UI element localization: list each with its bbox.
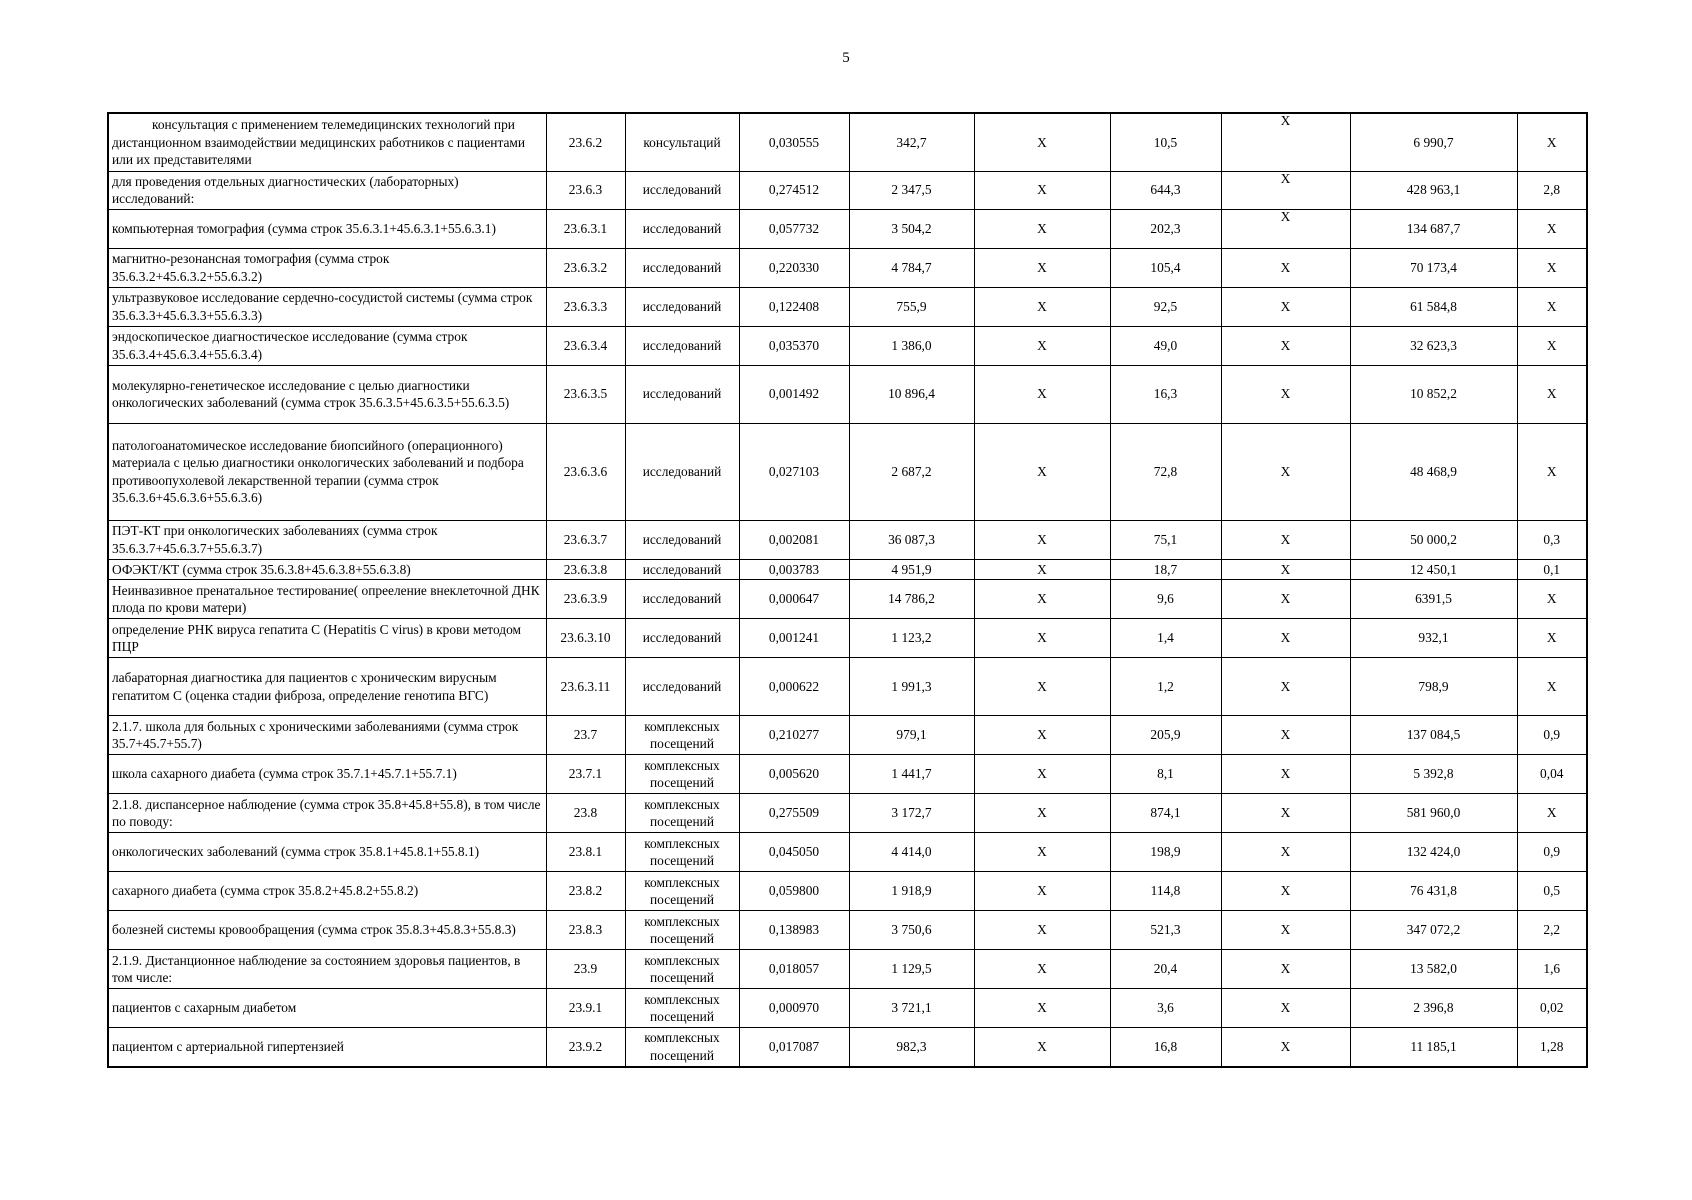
row-col7: 644,3 [1110,171,1221,209]
row-col8: X [1221,248,1350,287]
row-name: ОФЭКТ/КТ (сумма строк 35.6.3.8+45.6.3.8+55.6.3.8) [108,559,546,580]
row-norm: 0,059800 [739,872,849,911]
table-row [108,287,1587,326]
row-col10: 0,5 [1517,872,1587,911]
row-col10: X [1517,658,1587,716]
row-unit: исследований [625,209,739,248]
row-col6: X [974,113,1110,171]
row-cost: 3 504,2 [849,209,974,248]
row-col8: X [1221,209,1350,248]
row-cost: 2 687,2 [849,423,974,520]
row-col10: 0,3 [1517,520,1587,559]
row-col9: 428 963,1 [1350,171,1517,209]
row-col8: X [1221,989,1350,1028]
row-col7: 16,8 [1110,1028,1221,1067]
row-col9: 61 584,8 [1350,287,1517,326]
table-row [108,989,1587,1028]
row-col7: 8,1 [1110,755,1221,794]
row-col8: X [1221,911,1350,950]
row-norm: 0,017087 [739,1028,849,1067]
row-unit: исследований [625,520,739,559]
row-unit: комплексных посещений [625,755,739,794]
row-name: 2.1.8. диспансерное наблюдение (сумма строк 35.8+45.8+55.8), в том числе по поводу: [108,794,546,833]
row-name: патологоанатомическое исследование биопсийного (операционного) материала с целью диагностики онкологических заболеваний и подбора противоопухолевой лекарственной терапии (сумма строк 35.6.3.6+45.6.3.6+55.6.3.6) [108,423,546,520]
data-table [107,112,1588,1068]
row-col8: X [1221,794,1350,833]
row-col7: 198,9 [1110,833,1221,872]
row-col10: 1,6 [1517,950,1587,989]
row-cost: 1 129,5 [849,950,974,989]
row-norm: 0,027103 [739,423,849,520]
row-unit: исследований [625,326,739,365]
row-cost: 14 786,2 [849,580,974,619]
row-cost: 1 918,9 [849,872,974,911]
table-row [108,950,1587,989]
row-col6: X [974,209,1110,248]
row-col7: 16,3 [1110,365,1221,423]
row-col8: X [1221,658,1350,716]
row-col9: 2 396,8 [1350,989,1517,1028]
row-norm: 0,002081 [739,520,849,559]
row-col8: X [1221,755,1350,794]
row-col9: 132 424,0 [1350,833,1517,872]
table-row [108,326,1587,365]
row-norm: 0,035370 [739,326,849,365]
row-code: 23.6.3.4 [546,326,625,365]
row-col9: 50 000,2 [1350,520,1517,559]
row-col8: X [1221,423,1350,520]
row-unit: исследований [625,580,739,619]
row-col7: 10,5 [1110,113,1221,171]
row-norm: 0,001492 [739,365,849,423]
row-col10: 2,8 [1517,171,1587,209]
row-col7: 114,8 [1110,872,1221,911]
row-norm: 0,030555 [739,113,849,171]
row-col9: 134 687,7 [1350,209,1517,248]
row-code: 23.6.3.5 [546,365,625,423]
row-col7: 49,0 [1110,326,1221,365]
row-code: 23.9 [546,950,625,989]
row-col7: 20,4 [1110,950,1221,989]
row-norm: 0,005620 [739,755,849,794]
row-col9: 48 468,9 [1350,423,1517,520]
row-name: ультразвуковое исследование сердечно-сосудистой системы (сумма строк 35.6.3.3+45.6.3.3+55.6.3.3) [108,287,546,326]
row-col10: 0,9 [1517,716,1587,755]
row-col10: X [1517,326,1587,365]
row-col10: 0,04 [1517,755,1587,794]
row-col10: 0,1 [1517,559,1587,580]
table-row [108,1028,1587,1067]
row-col6: X [974,833,1110,872]
row-col7: 92,5 [1110,287,1221,326]
row-col6: X [974,658,1110,716]
row-code: 23.8.3 [546,911,625,950]
row-col10: 0,02 [1517,989,1587,1028]
row-unit: комплексных посещений [625,794,739,833]
row-unit: исследований [625,619,739,658]
row-norm: 0,000647 [739,580,849,619]
row-norm: 0,057732 [739,209,849,248]
table-row [108,716,1587,755]
row-col8: X [1221,1028,1350,1067]
row-col6: X [974,755,1110,794]
row-col6: X [974,989,1110,1028]
row-cost: 3 172,7 [849,794,974,833]
row-cost: 2 347,5 [849,171,974,209]
row-col6: X [974,716,1110,755]
row-col6: X [974,248,1110,287]
row-col7: 1,4 [1110,619,1221,658]
row-norm: 0,122408 [739,287,849,326]
row-unit: комплексных посещений [625,1028,739,1067]
table-row [108,559,1587,580]
row-unit: исследований [625,365,739,423]
table-row [108,872,1587,911]
row-col9: 347 072,2 [1350,911,1517,950]
row-col8: X [1221,872,1350,911]
row-code: 23.6.3.9 [546,580,625,619]
row-col9: 70 173,4 [1350,248,1517,287]
table-row [108,911,1587,950]
table-row [108,520,1587,559]
table-row [108,794,1587,833]
row-name: определение РНК вируса гепатита С (Hepatitis C virus) в крови методом ПЦР [108,619,546,658]
row-col10: X [1517,365,1587,423]
table-row [108,113,1587,171]
row-norm: 0,000970 [739,989,849,1028]
row-col7: 3,6 [1110,989,1221,1028]
row-col7: 202,3 [1110,209,1221,248]
row-name: онкологических заболеваний (сумма строк 35.8.1+45.8.1+55.8.1) [108,833,546,872]
row-col6: X [974,423,1110,520]
row-name: Неинвазивное пренатальное тестирование( опрееление внеклеточной ДНК плода по крови матери) [108,580,546,619]
row-code: 23.6.3 [546,171,625,209]
row-col6: X [974,911,1110,950]
row-col6: X [974,520,1110,559]
table-row [108,423,1587,520]
row-cost: 982,3 [849,1028,974,1067]
row-col9: 932,1 [1350,619,1517,658]
row-col7: 72,8 [1110,423,1221,520]
row-col7: 75,1 [1110,520,1221,559]
row-unit: исследований [625,287,739,326]
row-name: пациентов с сахарным диабетом [108,989,546,1028]
table-row [108,248,1587,287]
row-col10: X [1517,248,1587,287]
row-name: магнитно-резонансная томография (сумма строк 35.6.3.2+45.6.3.2+55.6.3.2) [108,248,546,287]
row-col10: X [1517,619,1587,658]
row-col9: 76 431,8 [1350,872,1517,911]
row-code: 23.6.3.6 [546,423,625,520]
row-col9: 137 084,5 [1350,716,1517,755]
row-norm: 0,003783 [739,559,849,580]
row-unit: комплексных посещений [625,872,739,911]
row-col9: 581 960,0 [1350,794,1517,833]
row-col7: 521,3 [1110,911,1221,950]
row-name: школа сахарного диабета (сумма строк 35.7.1+45.7.1+55.7.1) [108,755,546,794]
row-name: лабараторная диагностика для пациентов с хроническим вирусным гепатитом С (оценка стадии фиброза, определение генотипа ВГС) [108,658,546,716]
row-col10: X [1517,794,1587,833]
row-name: консультация с применением телемедицинских технологий при дистанционном взаимодействии медицинских работников с пациентами или их представителями [108,113,546,171]
row-col6: X [974,1028,1110,1067]
row-col8: X [1221,559,1350,580]
row-col8: X [1221,950,1350,989]
row-name: болезней системы кровообращения (сумма строк 35.8.3+45.8.3+55.8.3) [108,911,546,950]
row-col8: X [1221,365,1350,423]
row-cost: 3 721,1 [849,989,974,1028]
row-unit: исследований [625,658,739,716]
row-norm: 0,210277 [739,716,849,755]
row-cost: 342,7 [849,113,974,171]
row-norm: 0,045050 [739,833,849,872]
page-number: 5 [842,50,850,66]
row-col6: X [974,794,1110,833]
row-name: молекулярно-генетическое исследование с целью диагностики онкологических заболеваний (сумма строк 35.6.3.5+45.6.3.5+55.6.3.5) [108,365,546,423]
row-cost: 1 991,3 [849,658,974,716]
row-col9: 11 185,1 [1350,1028,1517,1067]
row-col8: X [1221,171,1350,209]
row-col8: X [1221,833,1350,872]
row-code: 23.8.2 [546,872,625,911]
row-col6: X [974,559,1110,580]
row-col9: 5 392,8 [1350,755,1517,794]
row-cost: 36 087,3 [849,520,974,559]
row-code: 23.6.3.2 [546,248,625,287]
row-unit: комплексных посещений [625,911,739,950]
row-unit: консультаций [625,113,739,171]
row-code: 23.6.3.1 [546,209,625,248]
table-row [108,755,1587,794]
row-code: 23.7.1 [546,755,625,794]
table-row [108,580,1587,619]
row-cost: 4 784,7 [849,248,974,287]
table-row [108,209,1587,248]
row-name: 2.1.7. школа для больных с хроническими заболеваниями (сумма строк 35.7+45.7+55.7) [108,716,546,755]
row-code: 23.9.1 [546,989,625,1028]
row-col10: 0,9 [1517,833,1587,872]
row-col6: X [974,326,1110,365]
row-cost: 1 386,0 [849,326,974,365]
row-col8: X [1221,326,1350,365]
row-col6: X [974,171,1110,209]
row-col6: X [974,872,1110,911]
row-name: ПЭТ-КТ при онкологических заболеваниях (сумма строк 35.6.3.7+45.6.3.7+55.6.3.7) [108,520,546,559]
row-code: 23.9.2 [546,1028,625,1067]
row-code: 23.8 [546,794,625,833]
row-col8: X [1221,287,1350,326]
row-col6: X [974,619,1110,658]
table-row [108,658,1587,716]
row-norm: 0,220330 [739,248,849,287]
row-norm: 0,001241 [739,619,849,658]
row-name: 2.1.9. Дистанционное наблюдение за состоянием здоровья пациентов, в том числе: [108,950,546,989]
row-cost: 3 750,6 [849,911,974,950]
row-col8: X [1221,716,1350,755]
row-col7: 9,6 [1110,580,1221,619]
row-code: 23.8.1 [546,833,625,872]
row-col8: X [1221,520,1350,559]
row-unit: комплексных посещений [625,833,739,872]
row-name: компьютерная томография (сумма строк 35.6.3.1+45.6.3.1+55.6.3.1) [108,209,546,248]
row-norm: 0,275509 [739,794,849,833]
row-code: 23.7 [546,716,625,755]
row-cost: 4 951,9 [849,559,974,580]
row-col8: X [1221,113,1350,171]
table-row [108,833,1587,872]
table-row [108,619,1587,658]
row-unit: комплексных посещений [625,950,739,989]
row-cost: 755,9 [849,287,974,326]
row-unit: исследований [625,559,739,580]
row-col10: X [1517,580,1587,619]
row-col6: X [974,365,1110,423]
row-col10: X [1517,209,1587,248]
row-norm: 0,138983 [739,911,849,950]
row-norm: 0,000622 [739,658,849,716]
row-col7: 205,9 [1110,716,1221,755]
table-row [108,171,1587,209]
table-body [108,113,1587,1067]
row-cost: 1 123,2 [849,619,974,658]
table-row [108,365,1587,423]
row-unit: исследований [625,423,739,520]
row-col10: X [1517,113,1587,171]
row-col10: X [1517,287,1587,326]
row-col10: X [1517,423,1587,520]
row-norm: 0,274512 [739,171,849,209]
row-col6: X [974,287,1110,326]
row-name: эндоскопическое диагностическое исследование (сумма строк 35.6.3.4+45.6.3.4+55.6.3.4) [108,326,546,365]
row-code: 23.6.2 [546,113,625,171]
row-col9: 13 582,0 [1350,950,1517,989]
row-unit: исследований [625,248,739,287]
row-col6: X [974,580,1110,619]
row-cost: 4 414,0 [849,833,974,872]
row-col9: 6 990,7 [1350,113,1517,171]
row-code: 23.6.3.7 [546,520,625,559]
row-col9: 32 623,3 [1350,326,1517,365]
row-unit: исследований [625,171,739,209]
row-code: 23.6.3.11 [546,658,625,716]
row-name: сахарного диабета (сумма строк 35.8.2+45.8.2+55.8.2) [108,872,546,911]
row-col7: 1,2 [1110,658,1221,716]
row-cost: 1 441,7 [849,755,974,794]
row-code: 23.6.3.10 [546,619,625,658]
row-code: 23.6.3.3 [546,287,625,326]
row-cost: 10 896,4 [849,365,974,423]
row-cost: 979,1 [849,716,974,755]
row-col8: X [1221,619,1350,658]
row-col10: 1,28 [1517,1028,1587,1067]
row-col7: 874,1 [1110,794,1221,833]
row-col9: 798,9 [1350,658,1517,716]
row-col9: 6391,5 [1350,580,1517,619]
row-col9: 10 852,2 [1350,365,1517,423]
row-col10: 2,2 [1517,911,1587,950]
row-unit: комплексных посещений [625,716,739,755]
row-col7: 105,4 [1110,248,1221,287]
row-col6: X [974,950,1110,989]
row-col8: X [1221,580,1350,619]
row-col7: 18,7 [1110,559,1221,580]
row-col9: 12 450,1 [1350,559,1517,580]
row-norm: 0,018057 [739,950,849,989]
row-unit: комплексных посещений [625,989,739,1028]
row-code: 23.6.3.8 [546,559,625,580]
row-name: пациентом с артериальной гипертензией [108,1028,546,1067]
row-name: для проведения отдельных диагностических (лабораторных) исследований: [108,171,546,209]
